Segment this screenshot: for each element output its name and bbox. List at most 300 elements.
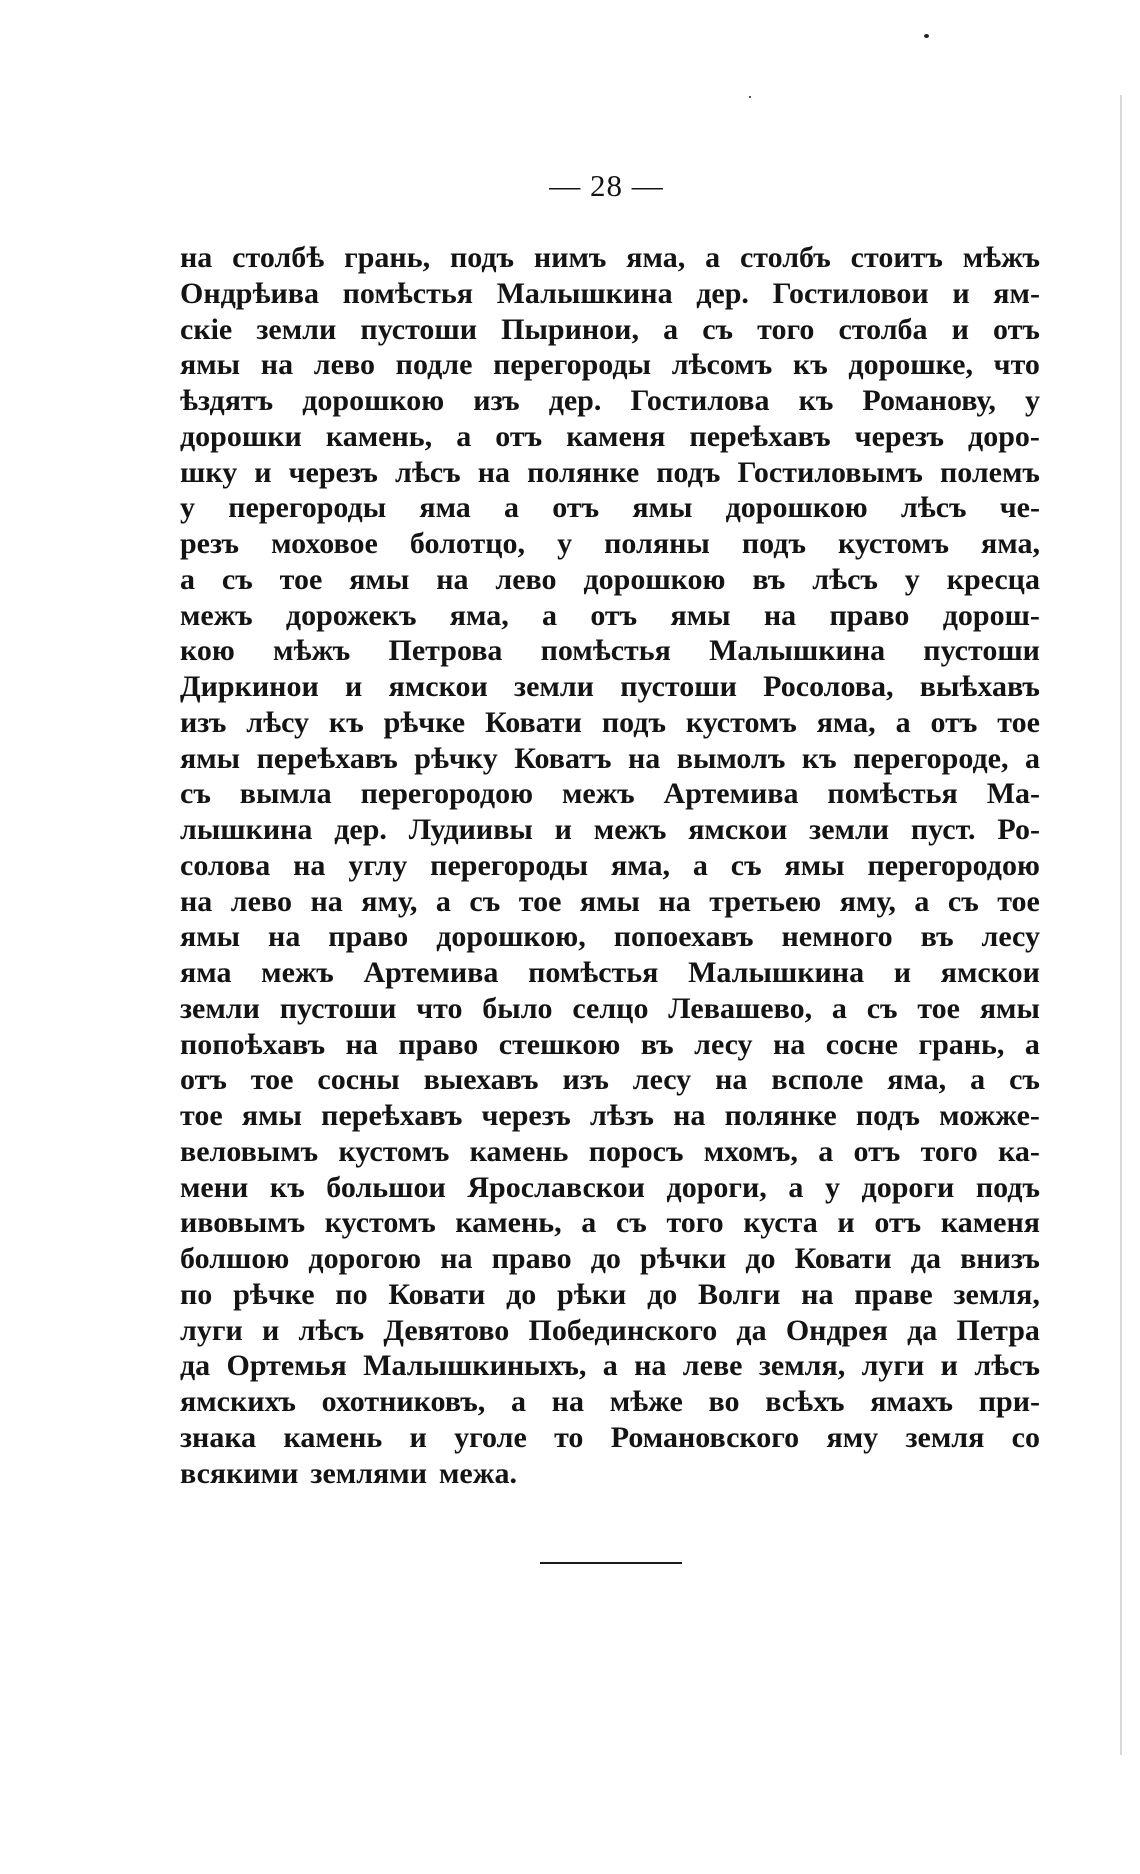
- word: а: [602, 1349, 618, 1383]
- word: перегороды: [493, 348, 652, 382]
- word: отъ: [590, 598, 638, 632]
- word: полянке: [527, 455, 640, 489]
- word: выѣхавъ: [919, 670, 1040, 703]
- word: нимъ: [533, 241, 607, 274]
- word: съ: [702, 312, 733, 346]
- word: каменя: [940, 1206, 1040, 1240]
- word: и: [409, 1420, 427, 1454]
- word: и: [254, 455, 272, 489]
- text-line: [180, 1205, 1040, 1241]
- word: ямы: [349, 562, 410, 596]
- word: и: [261, 1313, 280, 1347]
- word: яма,: [887, 1063, 947, 1097]
- word: яма,: [626, 241, 686, 274]
- word: Пыринои,: [501, 312, 639, 346]
- word: ямы: [180, 920, 241, 954]
- word: резъ: [180, 527, 240, 560]
- word: къ: [269, 1170, 305, 1204]
- word: то: [554, 1420, 584, 1454]
- word: межъ: [261, 956, 334, 989]
- word: кустомъ: [837, 527, 949, 560]
- word: дорошкою,: [436, 920, 586, 954]
- text-line: [180, 633, 1040, 669]
- word: Волги: [698, 1277, 781, 1311]
- word: до: [647, 1277, 678, 1311]
- word: яма,: [449, 598, 509, 632]
- word: на: [673, 1099, 706, 1132]
- word: помѣстья: [342, 276, 473, 310]
- word: отъ: [930, 705, 978, 739]
- word: пустоши: [923, 634, 1040, 668]
- word: межа.: [439, 1456, 518, 1490]
- text-line: [180, 455, 1040, 491]
- text-line: [180, 276, 1040, 312]
- word: а: [818, 1134, 834, 1168]
- word: третьею: [709, 884, 822, 918]
- word: у: [1024, 384, 1040, 417]
- word: ямы: [784, 848, 845, 882]
- word: рѣчки: [640, 1242, 727, 1275]
- word: кою: [180, 634, 235, 668]
- word: Диркинои: [180, 670, 319, 703]
- word: лѣсу: [246, 705, 309, 739]
- word: да: [907, 1313, 938, 1347]
- word: земли: [180, 991, 260, 1025]
- word: а: [180, 562, 195, 596]
- word: къ: [328, 705, 364, 739]
- word: кресца: [946, 562, 1040, 596]
- word: знака: [180, 1420, 257, 1454]
- word: яма,: [980, 527, 1040, 560]
- text-line: [180, 526, 1040, 562]
- word: че-: [999, 491, 1040, 525]
- word: ямы: [241, 1099, 302, 1132]
- word: ямскои: [388, 670, 488, 703]
- text-line: [180, 1062, 1040, 1098]
- word: Побединского: [528, 1313, 718, 1347]
- word: столба: [838, 312, 928, 346]
- word: а: [970, 1063, 986, 1097]
- word: лѣсъ: [900, 491, 967, 525]
- word: пустоши: [279, 991, 397, 1025]
- word: каменя: [566, 419, 666, 453]
- word: пуст.: [910, 813, 976, 846]
- word: того: [920, 1134, 978, 1168]
- word: доро-: [968, 419, 1040, 453]
- word: земля: [905, 1420, 985, 1454]
- word: черезъ: [288, 455, 378, 489]
- word: лесу: [981, 920, 1040, 954]
- word: дороги,: [666, 1170, 767, 1204]
- word: черезъ: [481, 1099, 571, 1132]
- word: всякими: [180, 1456, 299, 1490]
- word: переѣхавъ: [256, 741, 398, 775]
- word: черезъ: [854, 419, 944, 453]
- word: да: [180, 1349, 211, 1383]
- word: ямы: [670, 598, 731, 632]
- word: лесу: [632, 1063, 692, 1097]
- word: ямы: [180, 348, 241, 382]
- word: пустоши: [620, 670, 737, 703]
- word: а: [435, 884, 451, 918]
- word: земли: [256, 312, 337, 346]
- text-line: [180, 1134, 1040, 1170]
- text-line: [180, 884, 1040, 920]
- word: вымла: [239, 777, 332, 811]
- word: на: [627, 741, 661, 775]
- text-line: [180, 705, 1040, 741]
- word: Гостилова: [630, 384, 770, 417]
- word: на: [180, 241, 213, 274]
- word: лево: [313, 348, 375, 382]
- word: можже-: [939, 1099, 1040, 1132]
- word: Ортемья: [226, 1349, 347, 1383]
- word: ямахъ: [870, 1385, 954, 1418]
- word: что: [416, 991, 463, 1025]
- word: мени: [180, 1170, 249, 1204]
- word: лево: [495, 562, 557, 596]
- text-line: [180, 1027, 1040, 1063]
- word: грань,: [918, 1027, 1005, 1061]
- word: земля,: [953, 1277, 1040, 1311]
- word: Ондрѣива: [180, 276, 319, 310]
- word: праве: [854, 1277, 933, 1311]
- word: право: [398, 1027, 479, 1061]
- text-line: [180, 776, 1040, 812]
- word: перегороде,: [853, 741, 1009, 775]
- word: къ: [801, 741, 837, 775]
- word: мѣжъ: [962, 241, 1040, 274]
- word: ка-: [998, 1134, 1040, 1168]
- word: отъ: [180, 1063, 227, 1097]
- word: изъ: [562, 1063, 609, 1097]
- word: тое: [997, 884, 1040, 918]
- word: всѣхъ: [765, 1385, 845, 1418]
- word: моховое: [271, 527, 378, 560]
- word: межъ: [180, 598, 253, 632]
- word: яма,: [610, 848, 670, 882]
- word: ям-: [993, 276, 1040, 310]
- word: а: [663, 312, 679, 346]
- word: на: [477, 455, 511, 489]
- word: по: [180, 1277, 213, 1311]
- scan-speck: [924, 34, 929, 38]
- word: тое: [518, 884, 562, 918]
- word: а: [1024, 1027, 1040, 1061]
- word: и: [345, 670, 363, 703]
- word: того: [757, 312, 815, 346]
- word: лѣсъ: [974, 1349, 1040, 1383]
- word: съ: [866, 991, 898, 1025]
- word: всполе: [771, 1063, 864, 1097]
- word: во: [708, 1385, 740, 1418]
- word: столбѣ: [232, 241, 325, 274]
- word: а: [581, 1206, 597, 1240]
- text-line: [180, 312, 1040, 348]
- word: стешкою: [498, 1027, 621, 1061]
- word: съ: [615, 1206, 647, 1240]
- word: лѣзъ: [590, 1099, 654, 1132]
- word: на: [293, 848, 326, 882]
- word: луги: [861, 1349, 925, 1383]
- text-line: [180, 991, 1040, 1027]
- word: на: [715, 1063, 748, 1097]
- word: ямскои: [940, 956, 1040, 989]
- word: Ярославскои: [467, 1170, 645, 1204]
- word: веловымъ: [180, 1134, 319, 1168]
- word: на: [436, 562, 469, 596]
- word: право: [328, 920, 409, 954]
- word: дорошкою: [302, 384, 445, 417]
- word: лево: [230, 884, 292, 918]
- word: дер.: [334, 813, 387, 846]
- word: въ: [920, 920, 954, 954]
- word: право: [491, 1242, 572, 1275]
- word: до: [506, 1277, 537, 1311]
- word: отъ: [874, 1206, 922, 1240]
- word: ѣздятъ: [180, 384, 274, 417]
- word: и: [893, 956, 912, 989]
- word: до: [745, 1242, 776, 1275]
- word: право: [829, 598, 910, 632]
- text-line: [180, 1456, 1040, 1492]
- word: отъ: [853, 1134, 901, 1168]
- word: тое: [917, 991, 960, 1025]
- word: а: [542, 598, 558, 632]
- word: Левашево,: [668, 991, 813, 1025]
- word: отъ: [552, 491, 600, 525]
- word: перегородою: [867, 848, 1040, 882]
- word: и: [952, 276, 970, 310]
- word: съ: [947, 884, 979, 918]
- word: до: [590, 1242, 621, 1275]
- word: внизъ: [960, 1242, 1040, 1275]
- word: ивовымъ: [180, 1206, 306, 1240]
- word: ямскихъ: [180, 1385, 296, 1418]
- word: Малышкина: [496, 276, 673, 310]
- word: рѣки: [557, 1277, 627, 1311]
- word: на: [345, 1027, 378, 1061]
- word: немного: [781, 920, 893, 954]
- body-text: [180, 240, 1040, 1491]
- word: земли: [809, 813, 890, 846]
- word: перегороды: [228, 491, 387, 525]
- word: Ро-: [997, 813, 1040, 846]
- text-line: [180, 562, 1040, 598]
- word: а: [1024, 741, 1040, 775]
- word: дер.: [548, 384, 602, 417]
- word: попоѣхавъ: [180, 1027, 326, 1061]
- word: камень: [283, 1420, 383, 1454]
- word: дорошки: [180, 419, 302, 453]
- text-line: [180, 240, 1040, 276]
- text-line: [180, 1170, 1040, 1206]
- word: въ: [640, 1027, 674, 1061]
- word: попоехавъ: [613, 920, 754, 954]
- word: дорошкою: [583, 562, 726, 596]
- word: со: [1011, 1420, 1040, 1454]
- word: дорогою: [308, 1242, 422, 1275]
- word: подле: [395, 348, 473, 382]
- word: Ковати: [794, 1242, 892, 1275]
- word: Петрова: [388, 634, 503, 668]
- word: переѣхавъ: [689, 419, 831, 453]
- word: болшою: [180, 1242, 290, 1275]
- word: на: [763, 598, 797, 632]
- word: подъ: [656, 455, 721, 489]
- text-line: [180, 741, 1040, 777]
- word: Ма-: [986, 777, 1040, 811]
- word: рѣчку: [414, 741, 498, 775]
- word: уголе: [454, 1420, 527, 1454]
- word: отъ: [993, 312, 1040, 346]
- word: переѣхавъ: [321, 1099, 463, 1132]
- word: а: [504, 491, 520, 525]
- word: на: [801, 1277, 834, 1311]
- word: у: [557, 527, 573, 560]
- text-line: [180, 669, 1040, 705]
- word: тое: [180, 1099, 223, 1132]
- word: яма,: [816, 705, 876, 739]
- text-line: [180, 1098, 1040, 1134]
- word: ямы: [632, 491, 693, 525]
- word: подъ: [601, 705, 666, 739]
- word: землями: [310, 1456, 427, 1490]
- text-line: [180, 1384, 1040, 1420]
- word: рѣчке: [383, 705, 466, 739]
- word: углу: [348, 848, 408, 882]
- word: лѣсъ: [395, 455, 461, 489]
- word: яма: [419, 491, 471, 525]
- word: камень,: [325, 419, 433, 453]
- word: да: [736, 1313, 767, 1347]
- word: на: [310, 884, 343, 918]
- word: подъ: [449, 241, 515, 274]
- word: лышкина: [180, 813, 313, 846]
- word: лѣсомъ: [671, 348, 773, 382]
- word: съ: [1009, 1063, 1040, 1097]
- word: яма: [180, 956, 232, 989]
- word: Романову,: [862, 384, 996, 417]
- word: а: [692, 848, 708, 882]
- word: земли: [514, 670, 594, 703]
- text-line: [180, 955, 1040, 991]
- word: того: [666, 1206, 724, 1240]
- text-line: [180, 919, 1040, 955]
- word: тое: [250, 1063, 294, 1097]
- word: тое: [279, 562, 323, 596]
- word: на: [773, 1027, 806, 1061]
- word: стоитъ: [850, 241, 943, 274]
- word: на: [440, 1242, 473, 1275]
- word: перегородою: [360, 777, 534, 811]
- word: съ: [221, 562, 253, 596]
- word: кустомъ: [324, 1206, 436, 1240]
- word: Гостиловымъ: [737, 455, 923, 489]
- word: яму,: [361, 884, 418, 918]
- word: а: [456, 419, 472, 453]
- text-line: [180, 1241, 1040, 1277]
- word: по: [335, 1277, 368, 1311]
- word: ямскои: [688, 813, 788, 846]
- word: ямы: [579, 884, 640, 918]
- word: при-: [978, 1385, 1040, 1418]
- word: солова: [180, 848, 271, 882]
- word: дер.: [696, 276, 749, 310]
- word: болотцо,: [409, 527, 526, 560]
- closing-rule: [540, 1562, 682, 1564]
- word: мѣже: [609, 1385, 683, 1418]
- word: на: [180, 884, 213, 918]
- word: Росолова,: [763, 670, 894, 703]
- page-edge-shadow: [1120, 95, 1122, 1755]
- word: съ: [180, 777, 211, 811]
- word: дорожекъ: [285, 598, 417, 632]
- word: поляны: [604, 527, 710, 560]
- word: у: [904, 562, 920, 596]
- word: мѣжъ: [273, 634, 351, 668]
- word: къ: [792, 348, 828, 382]
- word: шку: [180, 455, 238, 489]
- word: кустомъ: [338, 1134, 450, 1168]
- word: Ковати: [484, 705, 582, 739]
- word: на: [658, 884, 691, 918]
- word: кустомъ: [685, 705, 797, 739]
- word: да: [910, 1242, 941, 1275]
- word: Петра: [956, 1313, 1040, 1347]
- word: у: [824, 1170, 840, 1204]
- word: подъ: [975, 1170, 1040, 1204]
- word: яму: [826, 1420, 879, 1454]
- word: подъ: [741, 527, 806, 560]
- word: сосны: [317, 1063, 400, 1097]
- word: Романовского: [610, 1420, 800, 1454]
- word: дорош-: [942, 598, 1040, 632]
- word: грань,: [344, 241, 431, 274]
- word: а: [831, 991, 847, 1025]
- text-line: [180, 490, 1040, 526]
- word: изъ: [473, 384, 520, 417]
- word: Гостиловои: [772, 276, 929, 310]
- word: на: [634, 1349, 667, 1383]
- word: дорошкою: [725, 491, 868, 525]
- word: на: [268, 920, 301, 954]
- word: помѣстья: [827, 777, 958, 811]
- word: дороги: [861, 1170, 955, 1204]
- word: луги: [180, 1313, 243, 1347]
- word: съ: [730, 848, 762, 882]
- word: къ: [798, 384, 834, 417]
- word: Коватъ: [514, 741, 612, 775]
- word: съ: [469, 884, 501, 918]
- word: и: [940, 1349, 958, 1383]
- word: леве: [682, 1349, 743, 1383]
- word: земля,: [758, 1349, 846, 1383]
- word: помѣстья: [528, 956, 659, 989]
- word: на: [551, 1385, 584, 1418]
- word: межъ: [561, 777, 635, 811]
- text-line: [180, 383, 1040, 419]
- word: охотниковъ,: [321, 1385, 486, 1418]
- word: помѣстья: [540, 634, 671, 668]
- word: въ: [752, 562, 786, 596]
- word: у: [180, 491, 195, 525]
- word: лѣсъ: [812, 562, 878, 596]
- word: и: [951, 312, 969, 346]
- word: на: [260, 348, 294, 382]
- text-line: [180, 1277, 1040, 1313]
- text-line: [180, 347, 1040, 383]
